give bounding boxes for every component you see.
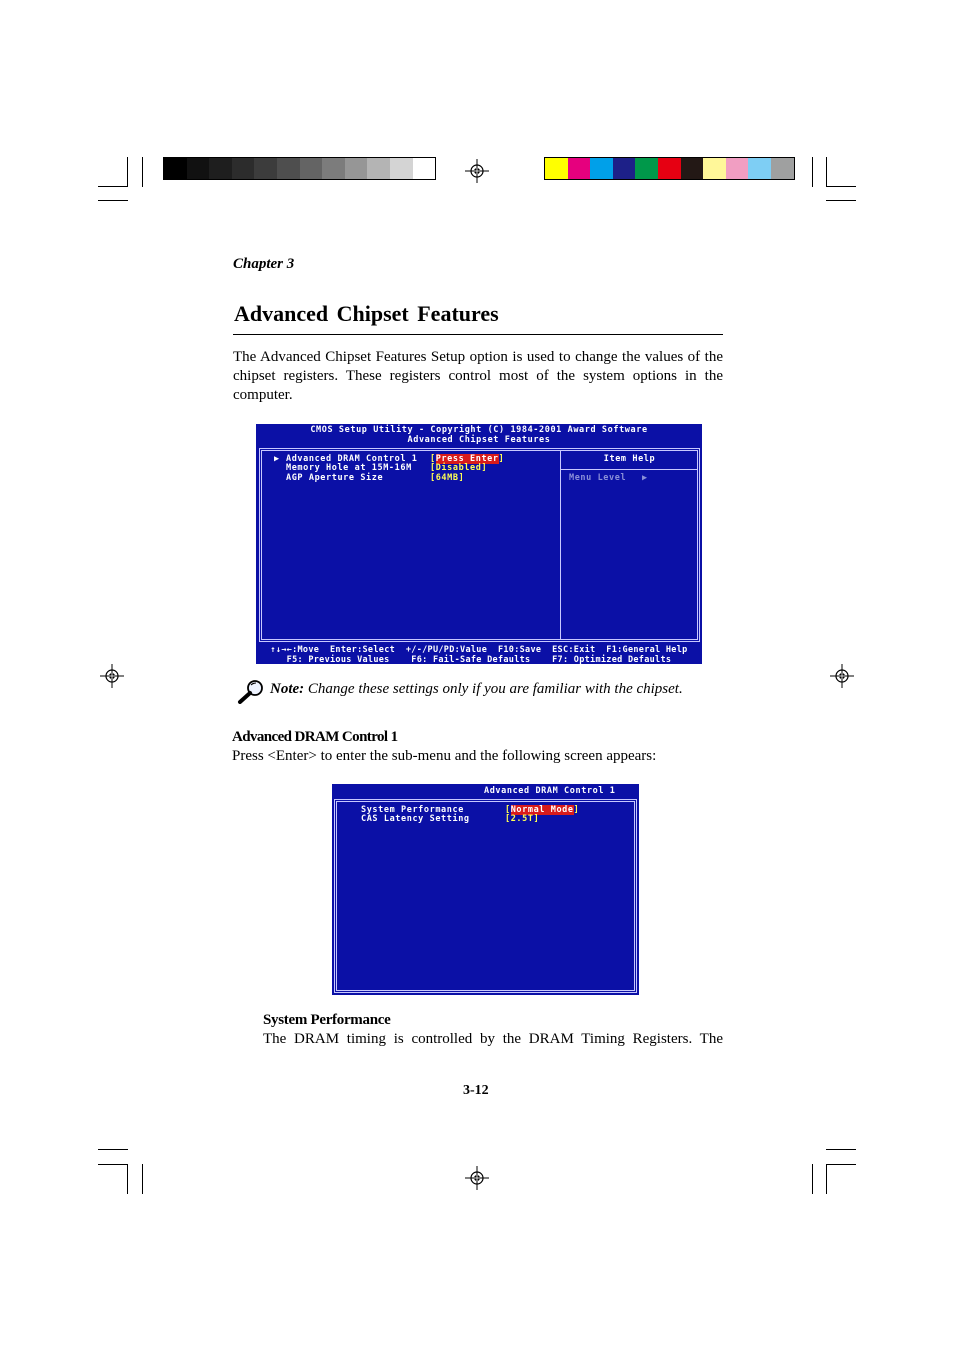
bios-screenshot-advanced-chipset <box>256 424 702 664</box>
note <box>270 681 683 698</box>
color-swatch <box>681 158 704 179</box>
registration-mark-icon <box>465 159 489 183</box>
crop-mark <box>826 1149 856 1150</box>
crop-mark <box>826 157 827 187</box>
subsection-text: Press <Enter> to enter the sub-menu and the following screen appears: <box>232 748 657 764</box>
color-swatch <box>209 158 232 179</box>
bios-menu-level-label: Menu Level <box>569 473 627 483</box>
bios-value-text: Normal Mode <box>510 805 574 815</box>
magnifier-icon <box>236 678 266 709</box>
color-swatch <box>300 158 323 179</box>
crop-mark <box>98 186 128 187</box>
bios-item-help-title: Item Help <box>603 454 656 464</box>
color-swatch <box>635 158 658 179</box>
color-swatch <box>590 158 613 179</box>
bios-item-system-performance[interactable]: System Performance <box>361 805 464 815</box>
note-label: Note: <box>270 681 305 697</box>
bios-footer-defaults: F5: Previous Values F6: Fail-Safe Defaults F7: Optimized Defaults <box>286 655 672 665</box>
chapter-label: Chapter 3 <box>233 256 295 272</box>
bios-value-memory-hole[interactable]: [Disabled] <box>430 463 488 473</box>
color-swatch <box>367 158 390 179</box>
grayscale-color-bar <box>163 157 436 180</box>
bios-value-cas-latency[interactable]: [2.5T] <box>505 814 540 824</box>
subsection-heading: Advanced DRAM Control 1 <box>232 729 398 745</box>
registration-mark-icon <box>830 664 854 688</box>
bios-value-text: 2.5T <box>510 814 534 824</box>
bios-footer-keys: ↑↓→←:Move Enter:Select +/-/PU/PD:Value F10:Save ESC:Exit F1:General Help <box>270 645 688 655</box>
crop-mark <box>98 200 128 201</box>
note-text: Change these settings only if you are familiar with the chipset. <box>307 681 683 697</box>
bios-item-memory-hole[interactable]: Memory Hole at 15M-16M <box>286 463 412 473</box>
registration-mark-icon <box>465 1166 489 1190</box>
bios-sub-inner-frame <box>336 801 635 991</box>
color-swatch <box>568 158 591 179</box>
crop-mark <box>826 200 856 201</box>
crop-mark <box>142 157 143 187</box>
bios-item-arrow-icon: ▶ <box>274 454 280 464</box>
color-swatch <box>277 158 300 179</box>
bios-screenshot-dram-control <box>332 784 639 995</box>
color-swatch <box>748 158 771 179</box>
color-swatch <box>726 158 749 179</box>
color-swatch <box>187 158 210 179</box>
crop-mark <box>127 1164 128 1194</box>
bios-value-text: 64MB <box>435 473 459 483</box>
bios-column-divider <box>560 450 561 640</box>
color-swatch <box>613 158 636 179</box>
bios-help-divider <box>561 469 698 470</box>
crop-mark <box>826 1164 856 1165</box>
section-title: Advanced Chipset Features <box>234 301 499 326</box>
color-swatch <box>232 158 255 179</box>
system-performance-text: The DRAM timing is controlled by the DRAM Timing Registers. The <box>263 1031 723 1047</box>
intro-paragraph: The Advanced Chipset Features Setup option is used to change the values of the chipset registers. These registers control most of the system options in the computer. <box>233 349 723 403</box>
color-swatch <box>771 158 794 179</box>
crop-mark <box>812 157 813 187</box>
crop-mark <box>127 157 128 187</box>
bios-value-advanced-dram[interactable]: [Press Enter] <box>430 454 505 464</box>
color-swatch <box>345 158 368 179</box>
color-swatch <box>413 158 436 179</box>
crop-mark <box>98 1164 128 1165</box>
bios-value-text: Press Enter <box>435 454 499 464</box>
bios-item-agp-aperture[interactable]: AGP Aperture Size <box>286 473 384 483</box>
crop-mark <box>826 186 856 187</box>
bios-subtitle: Advanced Chipset Features <box>407 435 551 445</box>
crop-mark <box>826 1164 827 1194</box>
crop-mark <box>142 1164 143 1194</box>
color-swatch <box>164 158 187 179</box>
bios-menu-level-arrow-icon: ▶ <box>642 473 648 483</box>
bios-item-cas-latency[interactable]: CAS Latency Setting <box>361 814 470 824</box>
cmyk-color-bar <box>544 157 795 180</box>
bios-value-agp-aperture[interactable]: [64MB] <box>430 473 465 483</box>
color-swatch <box>545 158 568 179</box>
system-performance-heading: System Performance <box>263 1012 391 1028</box>
color-swatch <box>658 158 681 179</box>
bios-value-text: Disabled <box>435 463 482 473</box>
bios-sub-title: Advanced DRAM Control 1 <box>484 786 616 796</box>
bios-value-system-performance[interactable]: [Normal Mode] <box>505 805 580 815</box>
color-swatch <box>254 158 277 179</box>
color-swatch <box>703 158 726 179</box>
registration-mark-icon <box>100 664 124 688</box>
color-swatch <box>322 158 345 179</box>
color-swatch <box>390 158 413 179</box>
title-divider <box>233 334 723 335</box>
crop-mark <box>812 1164 813 1194</box>
bios-item-advanced-dram[interactable]: Advanced DRAM Control 1 <box>286 454 418 464</box>
bios-title: CMOS Setup Utility - Copyright (C) 1984-2001 Award Software <box>310 425 648 435</box>
page-number: 3-12 <box>463 1083 489 1098</box>
crop-mark <box>98 1149 128 1150</box>
